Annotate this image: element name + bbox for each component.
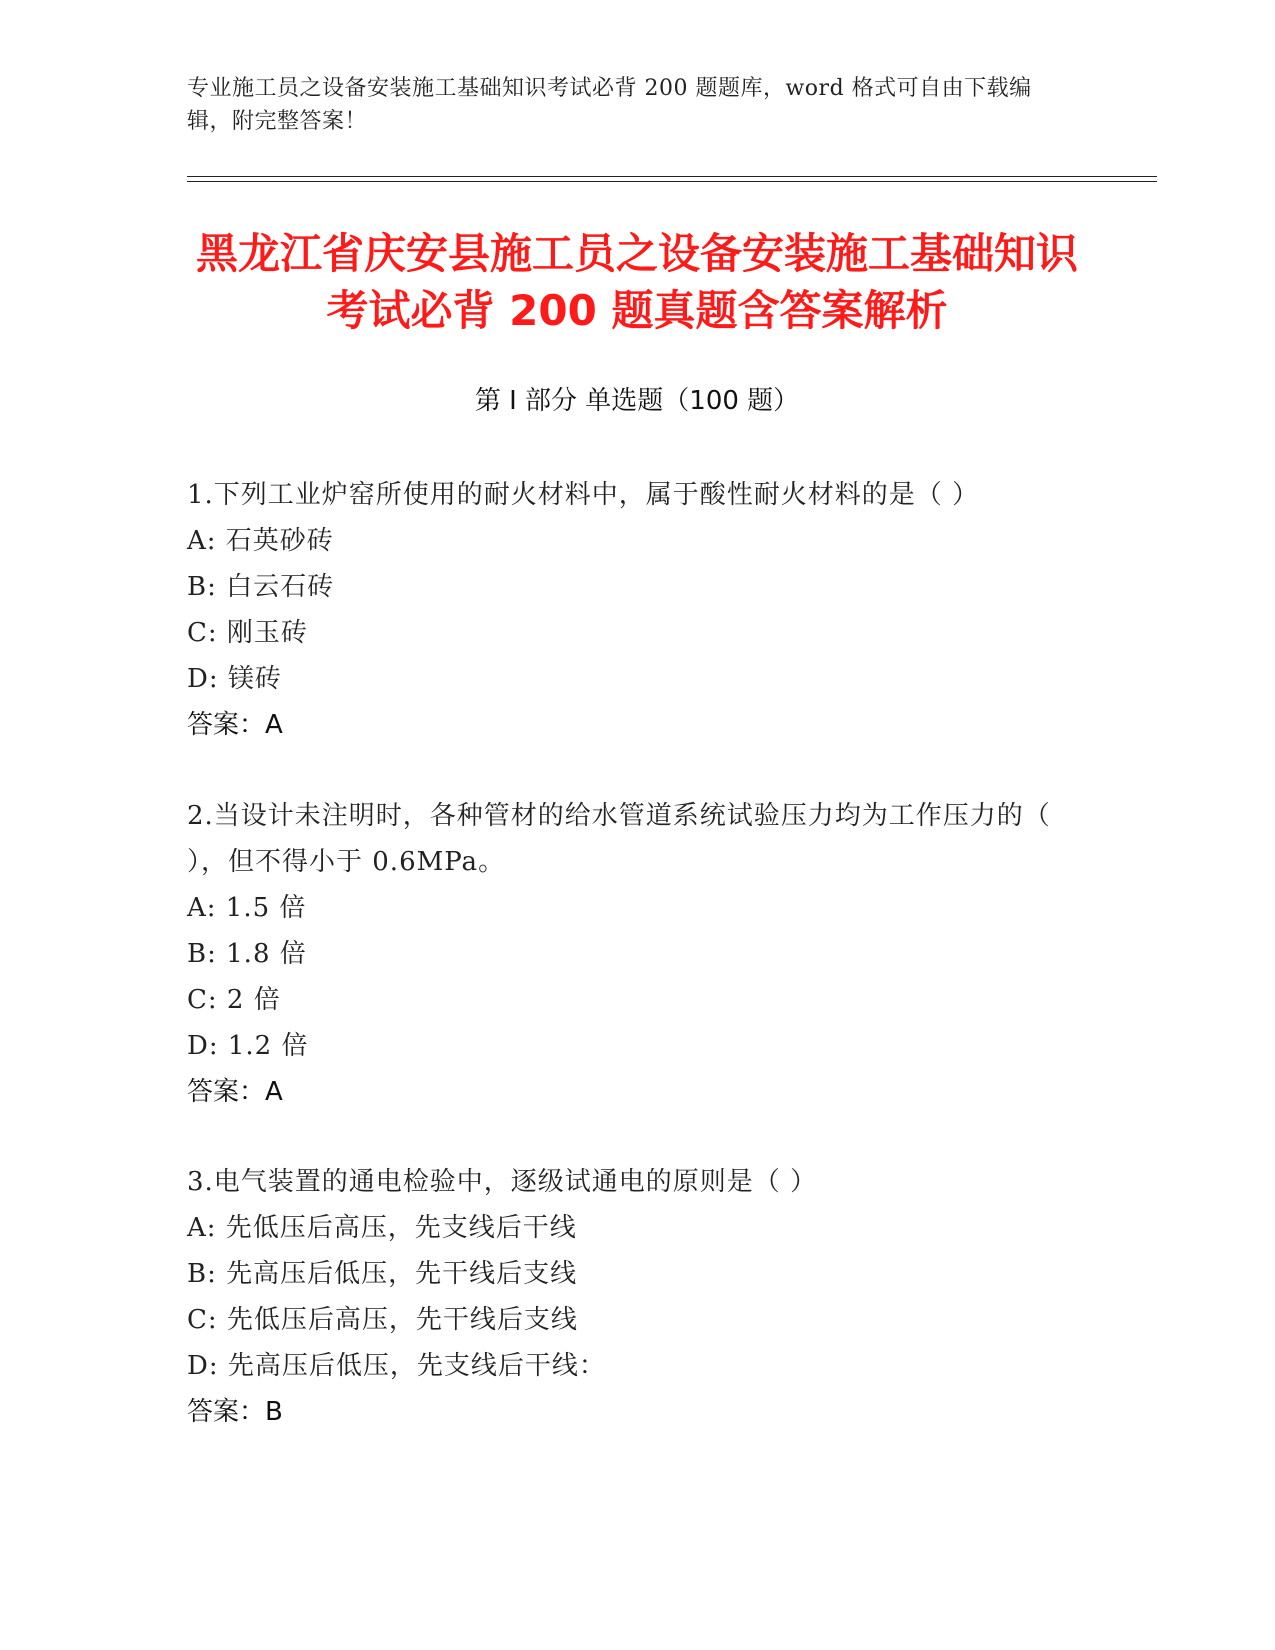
- question-stem: 1.下列工业炉窑所使用的耐火材料中，属于酸性耐火材料的是（ ）: [187, 480, 980, 510]
- option-c: C: 刚玉砖: [187, 618, 308, 648]
- option-c: C: 2 倍: [187, 985, 281, 1015]
- question-3: [187, 1159, 1067, 1435]
- option-a: A: 1.5 倍: [187, 893, 307, 923]
- option-a: A: 石英砂砖: [187, 526, 334, 556]
- option-d: D: 镁砖: [187, 664, 282, 694]
- option-d: D: 1.2 倍: [187, 1031, 309, 1061]
- option-b: B: 白云石砖: [187, 572, 335, 602]
- answer-line: 答案：A: [187, 710, 283, 740]
- header-note: 专业施工员之设备安装施工基础知识考试必背 200 题题库，word 格式可自由下载编辑，附完整答案！: [187, 76, 1032, 134]
- document-title: 黑龙江省庆安县施工员之设备安装施工基础知识考试必背 200 题真题含答案解析: [195, 229, 1078, 335]
- question-2: [187, 793, 1067, 1115]
- question-1: [187, 472, 1067, 748]
- option-a: A: 先低压后高压，先支线后干线: [187, 1213, 577, 1243]
- section-title: 第 I 部分 单选题（100 题）: [474, 386, 800, 416]
- header-divider-top: [187, 176, 1157, 177]
- option-c: C: 先低压后高压，先干线后支线: [187, 1305, 578, 1335]
- question-stem: 2.当设计未注明时，各种管材的给水管道系统试验压力均为工作压力的（ ），但不得小于 0.6MPa。: [187, 801, 1051, 877]
- option-d: D: 先高压后低压，先支线后干线：: [187, 1351, 606, 1381]
- header-divider-bottom: [187, 181, 1157, 182]
- answer-line: 答案：B: [187, 1397, 283, 1427]
- question-stem: 3.电气装置的通电检验中，逐级试通电的原则是（ ）: [187, 1167, 818, 1197]
- option-b: B: 先高压后低压，先干线后支线: [187, 1259, 578, 1289]
- answer-line: 答案：A: [187, 1077, 283, 1107]
- option-b: B: 1.8 倍: [187, 939, 307, 969]
